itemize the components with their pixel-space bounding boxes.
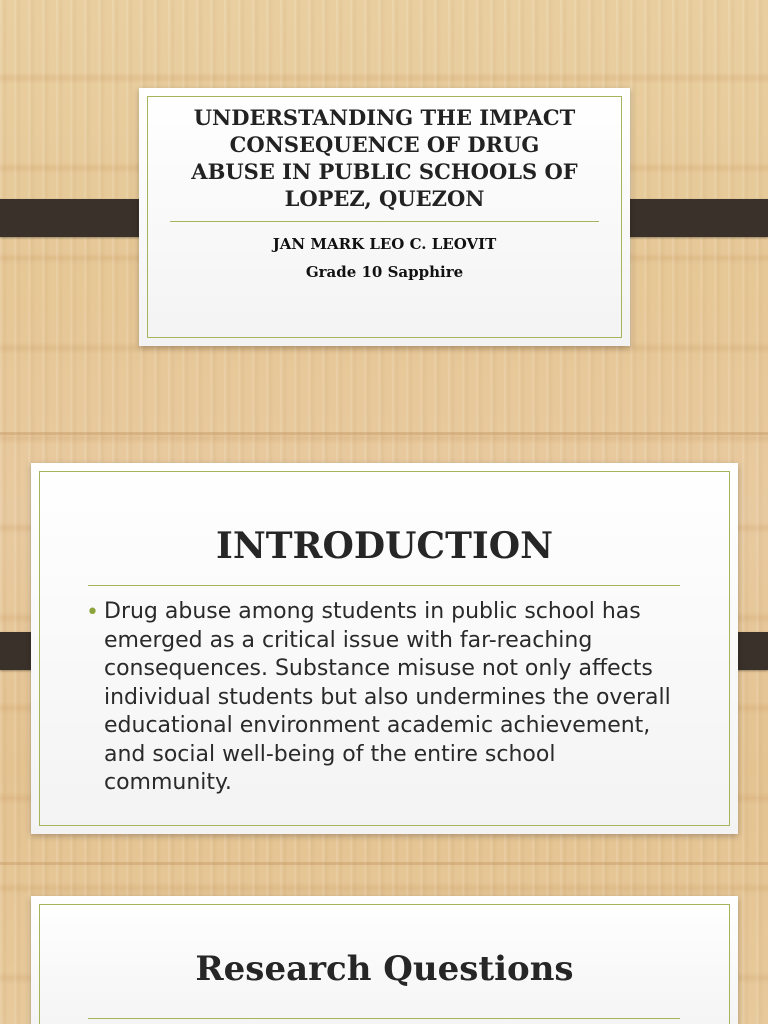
research-questions-heading: Research Questions bbox=[195, 949, 574, 989]
left-binder-tab bbox=[0, 199, 155, 237]
introduction-bullet-text: Drug abuse among students in public school has emerged as a critical issue with far-reaching consequences. Substance misuse not only affects individual students but also undermines the overall educational environment academic achievement, and social well-being of the entire school community. bbox=[104, 599, 671, 795]
introduction-heading: INTRODUCTION bbox=[216, 525, 553, 567]
wood-seam bbox=[0, 432, 768, 435]
right-binder-tab bbox=[613, 199, 768, 237]
title-slide-title bbox=[150, 104, 619, 212]
wood-seam bbox=[0, 862, 768, 865]
research-questions-divider bbox=[88, 1018, 680, 1019]
introduction-divider bbox=[88, 585, 680, 586]
title-divider bbox=[170, 221, 599, 222]
list-item bbox=[86, 598, 686, 798]
author-name: JAN MARK LEO C. LEOVIT bbox=[272, 235, 497, 253]
grade-section: Grade 10 Sapphire bbox=[305, 263, 464, 281]
title-line: LOPEZ, QUEZON bbox=[284, 186, 485, 211]
title-line: CONSEQUENCE OF DRUG bbox=[229, 132, 540, 157]
title-line: UNDERSTANDING THE IMPACT bbox=[193, 105, 576, 130]
title-line: ABUSE IN PUBLIC SCHOOLS OF bbox=[191, 159, 578, 184]
introduction-bullet-list bbox=[86, 598, 686, 798]
bullet-marker: • bbox=[86, 600, 99, 625]
